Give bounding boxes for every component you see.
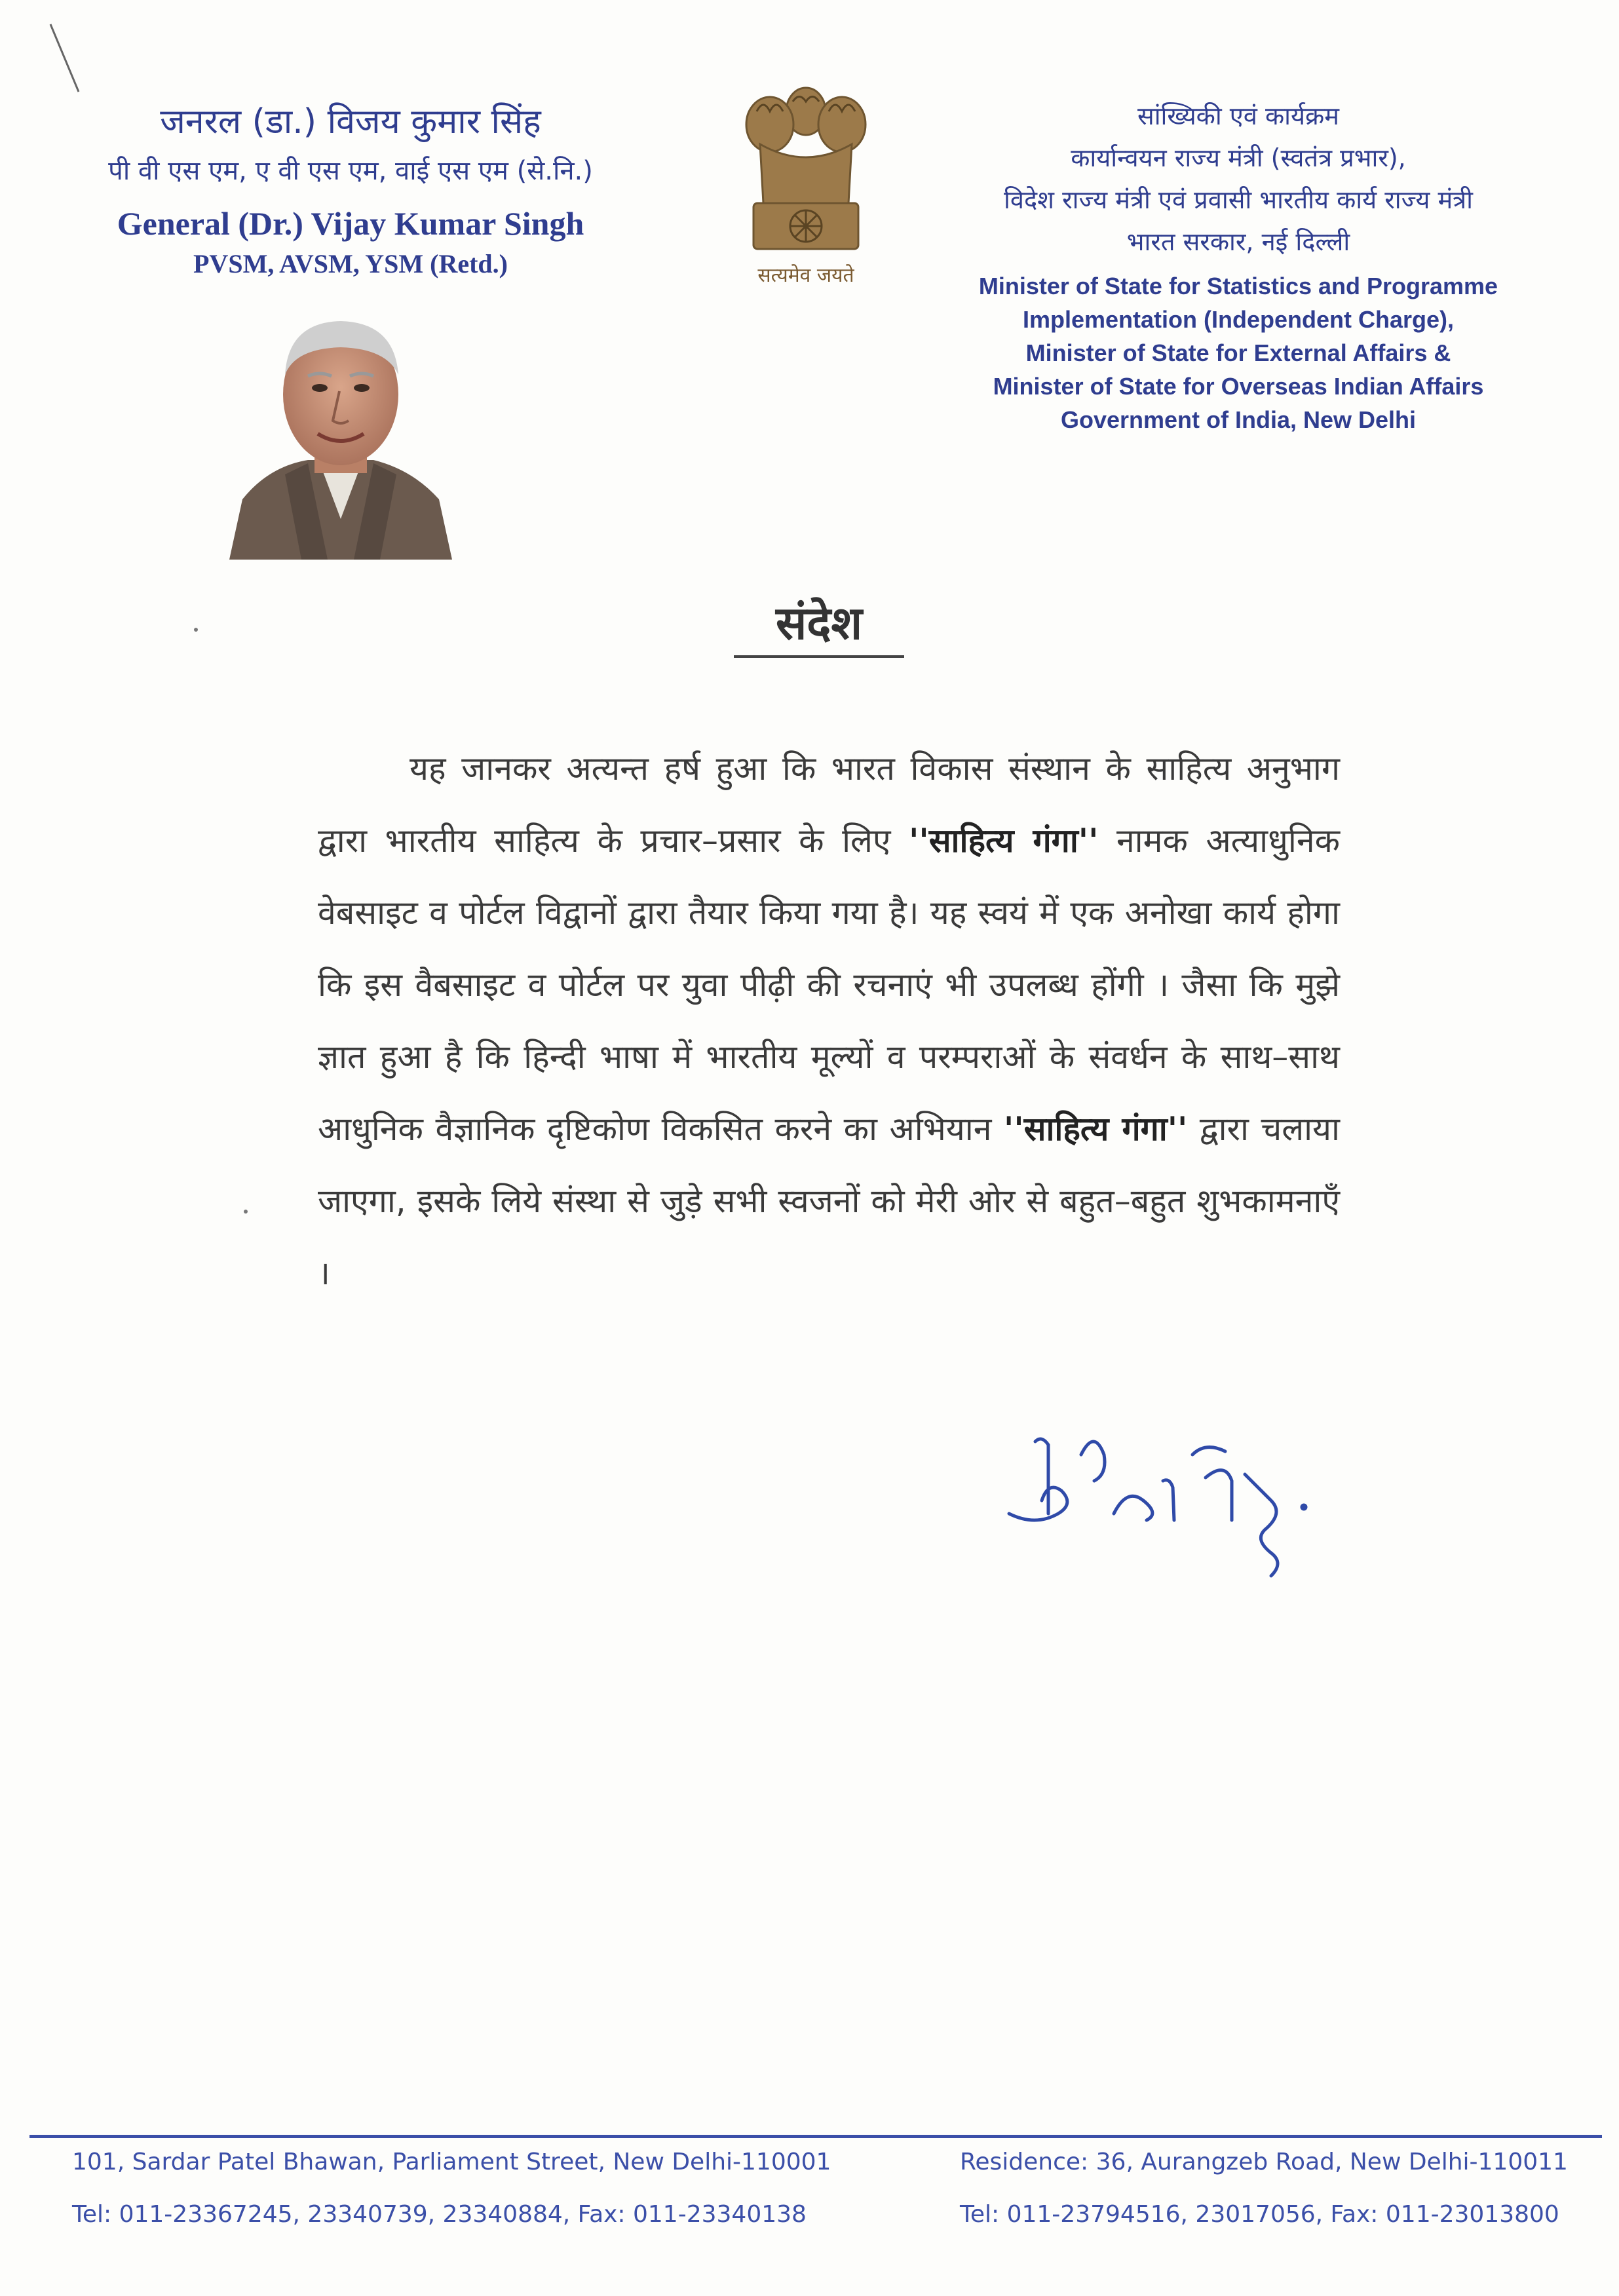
message-text: नामक अत्याधुनिक वेबसाइट व पोर्टल विद्वानों द्वारा तैयार किया गया है। यह स्वयं में एक अनोखा कार्य होगा कि इस वैबसाइट व पोर्टल पर युवा पीढ़ी की रचनाएं भी उपलब्ध होंगी । जैसा कि मुझे ज्ञात हुआ है कि हिन्दी भाषा में भारतीय मूल्यों व परम्पराओं के संवर्धन के साथ–साथ आधुनिक वैज्ञानिक दृष्टिकोण विकसित करने का अभियान (318, 822, 1340, 1148)
message-title: संदेश (734, 590, 904, 658)
designation-hindi-line: भारत सरकार, नई दिल्ली (1126, 227, 1350, 256)
sender-honours-english: PVSM, AVSM, YSM (Retd.) (193, 249, 508, 278)
residence-phone-fax: Tel: 011-23794516, 23017056, Fax: 011-23013800 (960, 2201, 1559, 2228)
sender-name-english: General (Dr.) Vijay Kumar Singh (117, 205, 584, 242)
designation-hindi-line: सांख्यिकी एवं कार्यक्रम (1137, 102, 1339, 130)
designation-english-line: Implementation (Independent Charge), (1022, 306, 1455, 333)
designation-english-line: Minister of State for Statistics and Programme (978, 273, 1498, 299)
message-body (318, 733, 1340, 1309)
portrait-photo (223, 303, 459, 560)
national-emblem-icon (734, 72, 878, 288)
designation-hindi-line: कार्यान्वयन राज्य मंत्री (स्वतंत्र प्रभार), (1071, 144, 1406, 172)
office-address: 101, Sardar Patel Bhawan, Parliament Street, New Delhi-110001 (72, 2149, 831, 2175)
designation-english-line: Government of India, New Delhi (1060, 406, 1417, 433)
residence-address: Residence: 36, Aurangzeb Road, New Delhi-110011 (960, 2149, 1568, 2175)
designation-english-line: Minister of State for External Affairs & (1025, 339, 1451, 366)
emblem-motto: सत्यमेव जयते (757, 264, 854, 287)
message-text: यह जानकर अत्यन्त हर्ष हुआ कि भारत विकास संस्थान के साहित्य अनुभाग द्वारा भारतीय साहित्य के प्रचार–प्रसार के लिए (318, 750, 1340, 860)
scan-mark (49, 23, 82, 95)
scan-dot (244, 1210, 248, 1214)
message-text: द्वारा चलाया जाएगा, इसके लिये संस्था से जुड़े सभी स्वजनों को मेरी ओर से बहुत–बहुत शुभकामनाएँ । (318, 1110, 1341, 1292)
scan-dot (194, 628, 198, 632)
sender-name-hindi: जनरल (डा.) विजय कुमार सिंह (160, 102, 541, 142)
portal-name-highlight: ''साहित्य गंगा'' (1004, 1110, 1188, 1148)
designation-hindi-line: विदेश राज्य मंत्री एवं प्रवासी भारतीय कार्य राज्य मंत्री (1004, 185, 1473, 214)
footer-divider (29, 2135, 1602, 2138)
office-contact-block (72, 2146, 858, 2231)
designation-english-line: Minister of State for Overseas Indian Affairs (993, 373, 1484, 400)
portal-name-highlight: ''साहित्य गंगा'' (909, 822, 1099, 860)
designation-block (911, 95, 1566, 436)
office-phone-fax: Tel: 011-23367245, 23340739, 23340884, Fax: 011-23340138 (72, 2201, 807, 2228)
residence-contact-block (960, 2146, 1589, 2231)
sender-block (72, 98, 629, 282)
handwritten-signature (996, 1415, 1337, 1586)
sender-honours-hindi: पी वी एस एम, ए वी एस एम, वाई एस एम (से.नि.) (108, 156, 593, 186)
